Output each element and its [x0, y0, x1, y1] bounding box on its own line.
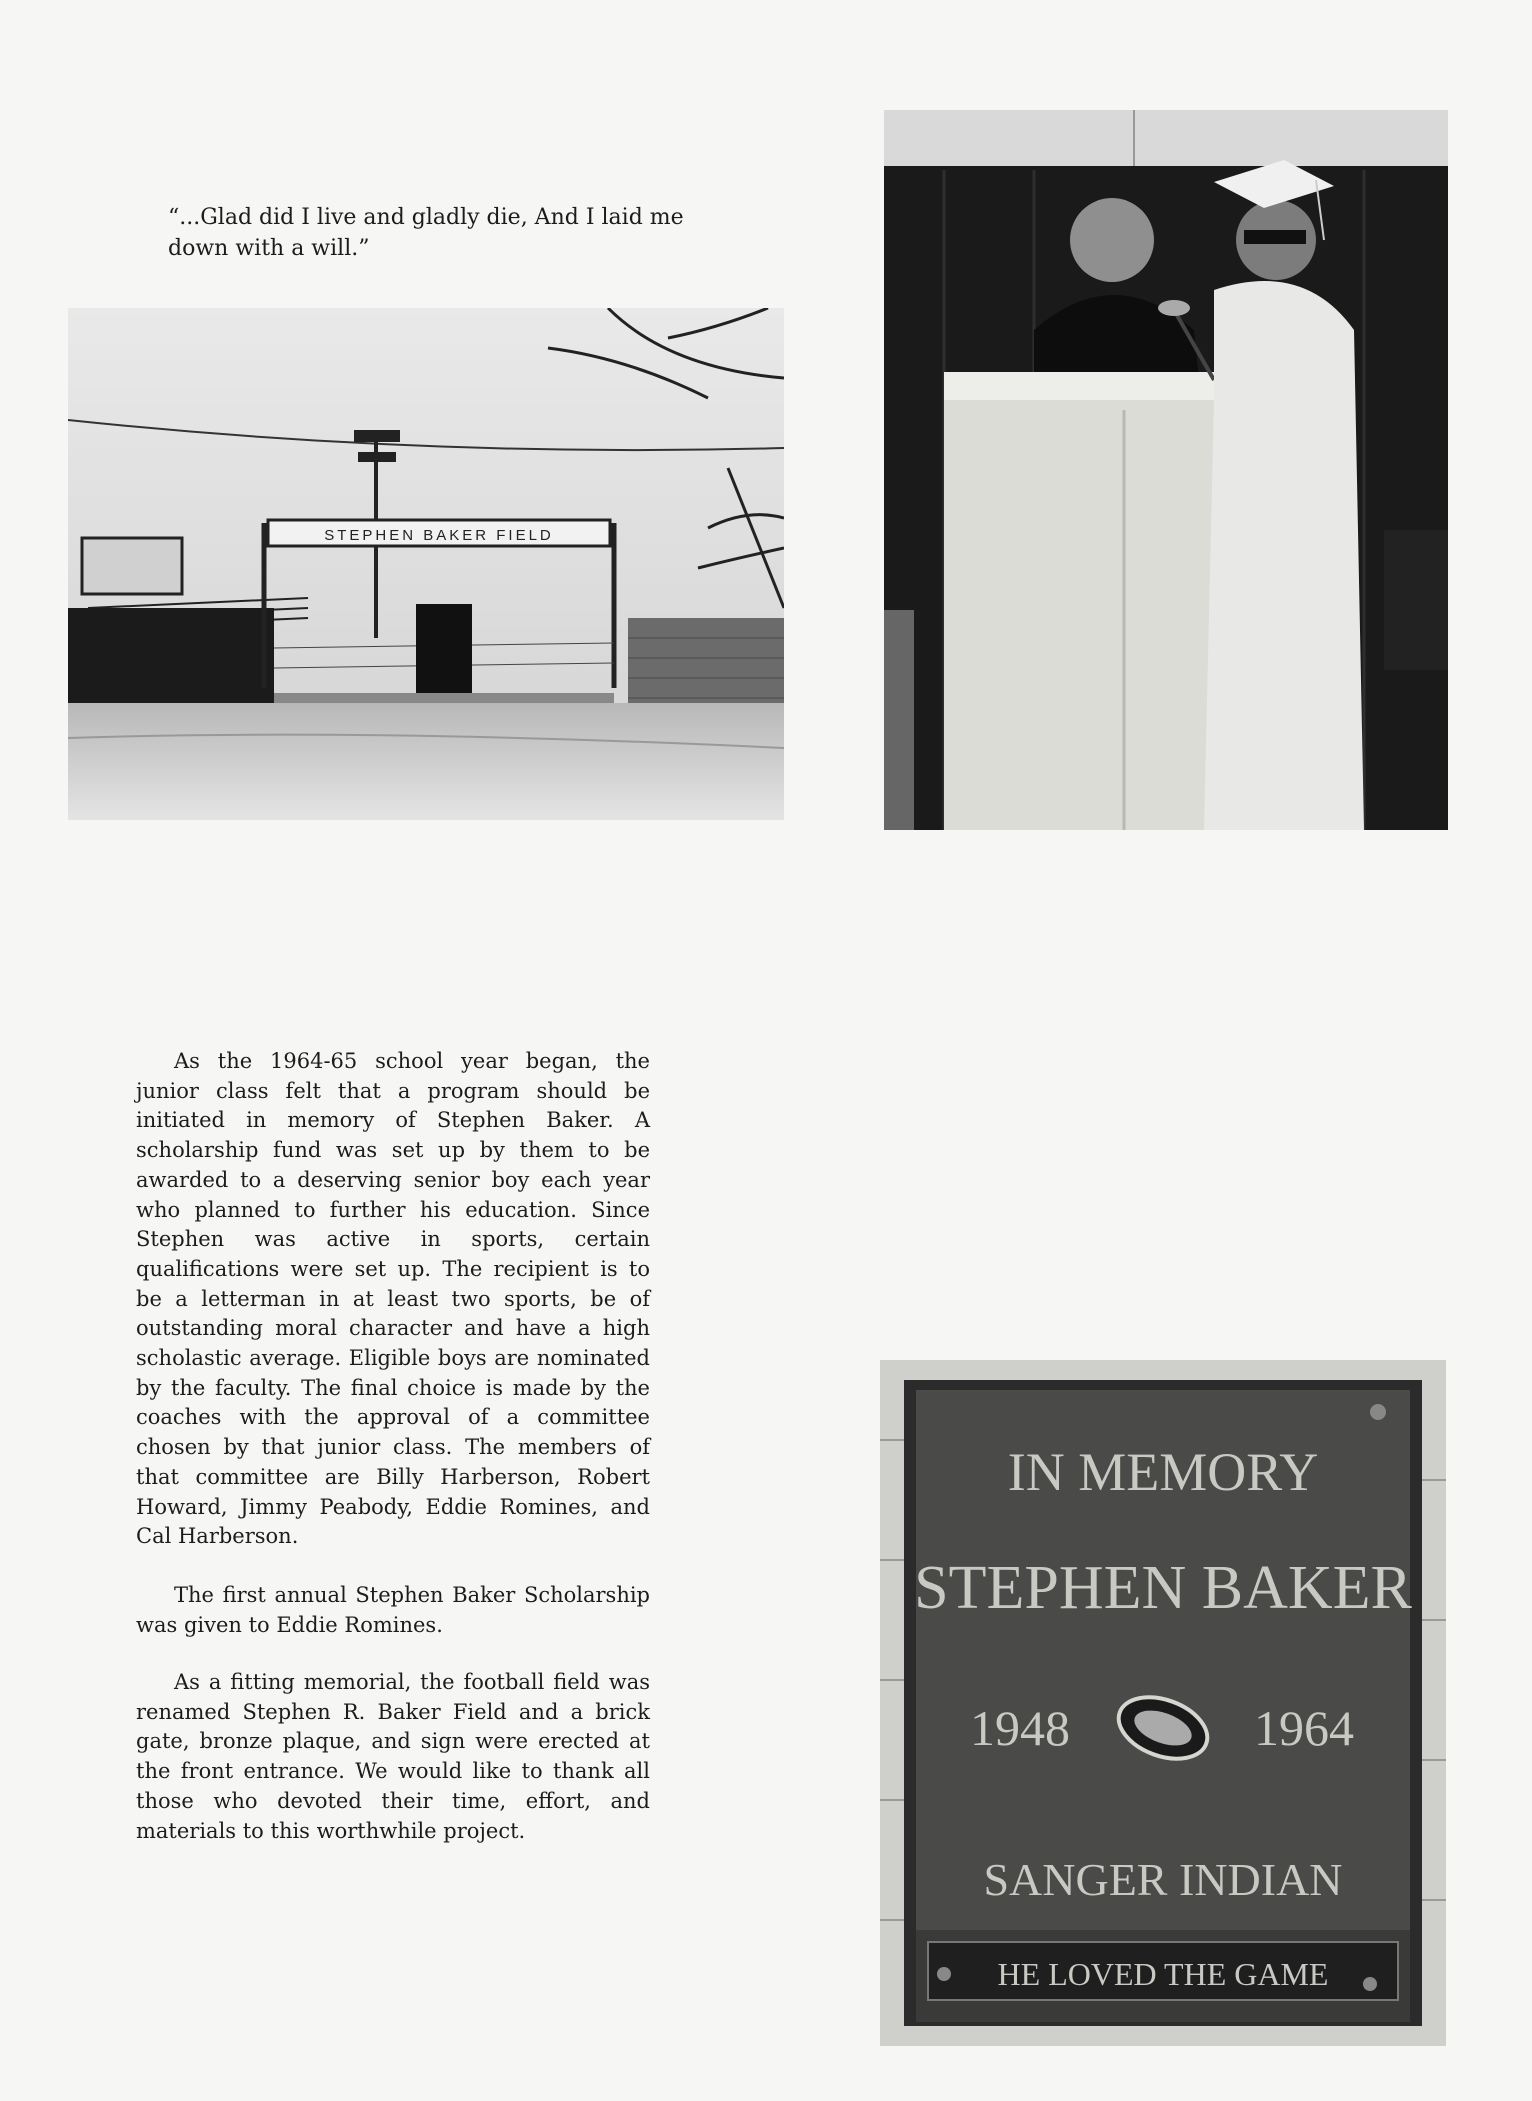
epigraph-quote: “...Glad did I live and gladly die, And I laid me down with a will.”: [168, 205, 684, 261]
plaque-line-name: STEPHEN BAKER: [914, 1554, 1412, 1622]
plaque-line-in-memory: IN MEMORY: [1007, 1442, 1319, 1502]
memorial-plaque-photo: [880, 1360, 1446, 2046]
graduation-podium-photo: [884, 110, 1448, 830]
plaque-line-team: SANGER INDIAN: [983, 1854, 1343, 1905]
field-sign-text: STEPHEN BAKER FIELD: [324, 527, 554, 544]
body-paragraph-first-award: The first annual Stephen Baker Scholarship was given to Eddie Romines.: [136, 1583, 650, 1637]
body-paragraph-scholarship: As the 1964-65 school year began, the junior class felt that a program should be initiated in memory of Stephen Baker. A scholarship fund was set up by them to be awarded to a deserving senior boy each year who planned to further his education. Since Stephen was active in sports, certain qualifications were set up. The recipient is to be a letterman in at least two sports, be of outstanding moral character and have a high scholastic average. Eligible boys are nominated by the faculty. The final choice is made by the coaches with the approval of a committee chosen by that junior class. The members of that committee are Billy Harberson, Robert Howard, Jimmy Peabody, Eddie Romines, and Cal Harberson.: [136, 1049, 650, 1549]
field-gate-photo: [68, 308, 784, 820]
body-paragraph-memorial: As a fitting memorial, the football field was renamed Stephen R. Baker Field and a brick gate, bronze plaque, and sign were erected at the front entrance. We would like to thank all those who devoted their time, effort, and materials to this worthwhile project.: [136, 1670, 650, 1843]
plaque-year-start: 1948: [970, 1700, 1070, 1756]
plaque-year-end: 1964: [1254, 1700, 1354, 1756]
plaque-line-motto: HE LOVED THE GAME: [997, 1956, 1329, 1992]
